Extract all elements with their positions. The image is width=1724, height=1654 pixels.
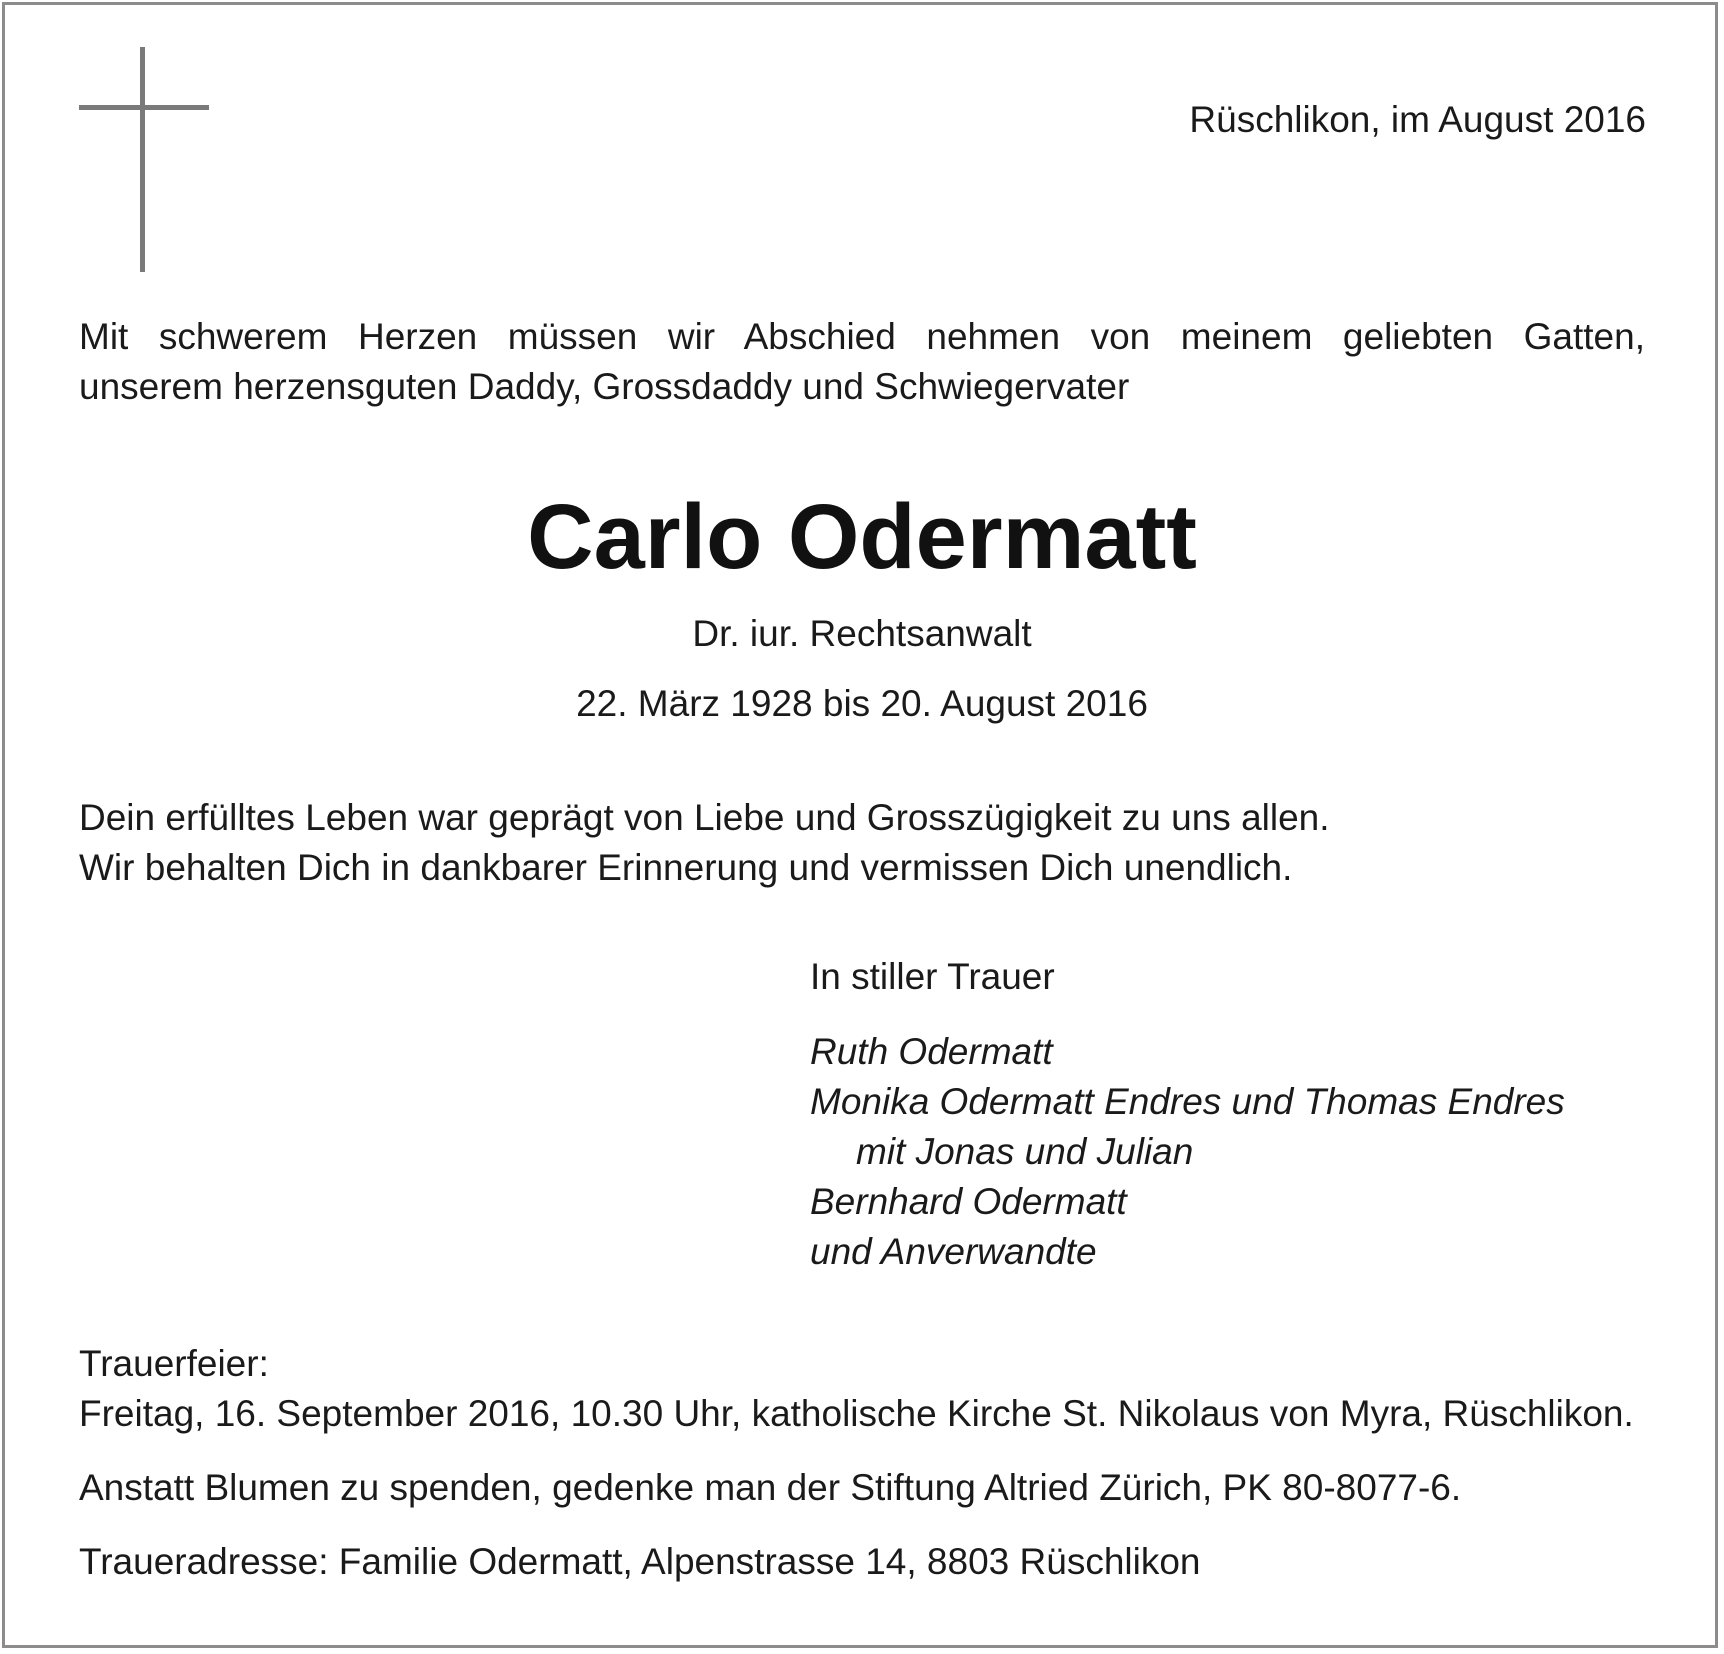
mourner-name: Bernhard Odermatt: [810, 1181, 1127, 1222]
intro-text: [79, 312, 1645, 412]
closing-line-1: Dein erfülltes Leben war geprägt von Liebe und Grosszügigkeit zu uns allen.: [79, 797, 1330, 838]
ceremony-info: [79, 1339, 1634, 1439]
donation-note: Anstatt Blumen zu spenden, gedenke man der Stiftung Altried Zürich, PK 80-8077-6.: [79, 1467, 1462, 1508]
mourner-name: und Anverwandte: [810, 1231, 1097, 1272]
ceremony-details: Freitag, 16. September 2016, 10.30 Uhr, katholische Kirche St. Nikolaus von Myra, Rüschlikon.: [79, 1393, 1634, 1434]
closing-line-2: Wir behalten Dich in dankbarer Erinnerung und vermissen Dich unendlich.: [79, 847, 1293, 888]
cross-vertical-bar: [140, 47, 145, 272]
mourning-heading: In stiller Trauer: [810, 956, 1055, 997]
cross-horizontal-bar: [79, 105, 209, 110]
ceremony-label: Trauerfeier:: [79, 1343, 269, 1384]
intro-line-1: Mit schwerem Herzen müssen wir Abschied nehmen von meinem geliebten Gatten,: [79, 316, 1645, 357]
closing-text: [79, 793, 1330, 893]
deceased-name: Carlo Odermatt: [527, 486, 1197, 588]
cross-icon: [79, 47, 209, 272]
mourner-name: Monika Odermatt Endres und Thomas Endres: [810, 1081, 1565, 1122]
life-dates: 22. März 1928 bis 20. August 2016: [576, 683, 1148, 724]
mourners-list: [810, 1027, 1565, 1277]
intro-line-2: unserem herzensguten Daddy, Grossdaddy und Schwiegervater: [79, 366, 1130, 407]
place-date: Rüschlikon, im August 2016: [1189, 99, 1646, 140]
mourning-address: Traueradresse: Familie Odermatt, Alpenstrasse 14, 8803 Rüschlikon: [79, 1541, 1201, 1582]
mourner-name: mit Jonas und Julian: [856, 1131, 1194, 1172]
deceased-title: Dr. iur. Rechtsanwalt: [692, 613, 1032, 654]
mourner-name: Ruth Odermatt: [810, 1031, 1053, 1072]
